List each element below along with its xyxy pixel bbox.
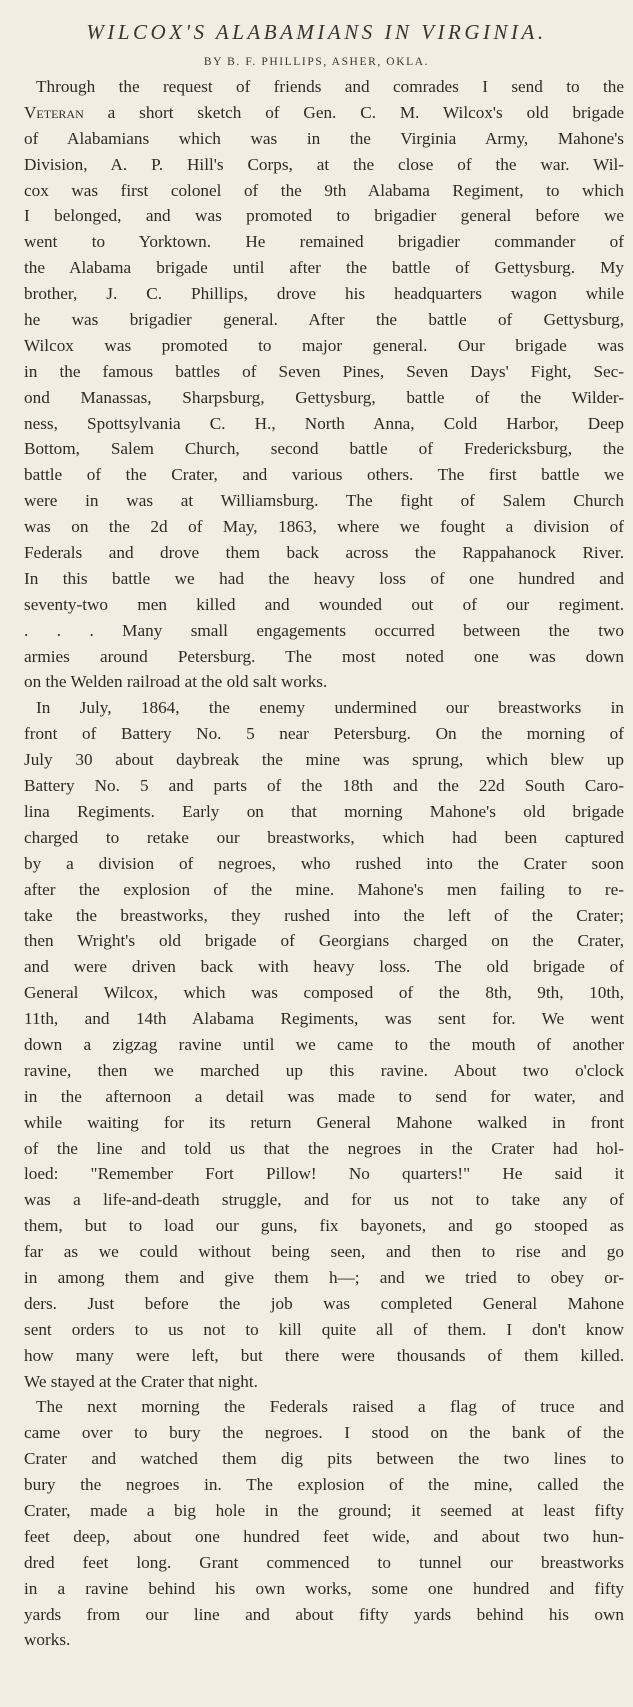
text-line: Veteran a short sketch of Gen. C. M. Wilcox's old brigade xyxy=(24,102,624,122)
text-line: sent orders to us not to kill quite all of them. I don't know xyxy=(24,1319,624,1339)
text-line: Wilcox was promoted to major general. Our brigade was xyxy=(24,335,624,355)
text-line: came over to bury the negroes. I stood on the bank of the xyxy=(24,1423,624,1443)
text-line: take the breastworks, they rushed into the left of the Crater; xyxy=(24,905,624,925)
text-line: ders. Just before the job was completed General Mahone xyxy=(24,1293,624,1313)
text-line: battle of the Crater, and various others. The first battle we xyxy=(24,465,624,485)
text-line: of the line and told us that the negroes in the Crater had hol- xyxy=(24,1138,624,1158)
text-line: while waiting for its return General Mahone walked in front xyxy=(24,1112,624,1132)
text-line: Crater and watched them dig pits between the two lines to xyxy=(24,1449,624,1469)
text-line: Division, A. P. Hill's Corps, at the close of the war. Wil- xyxy=(24,154,624,174)
text-line: ond Manassas, Sharpsburg, Gettysburg, battle of the Wilder- xyxy=(24,387,624,407)
text-line: Bottom, Salem Church, second battle of Fredericksburg, the xyxy=(24,439,624,459)
article-body xyxy=(24,74,624,1653)
text-line: them, but to load our guns, fix bayonets, and go stooped as xyxy=(24,1216,624,1236)
text-line: by a division of negroes, who rushed into the Crater soon xyxy=(24,853,624,873)
text-line: Federals and drove them back across the Rappahanock River. xyxy=(24,543,624,563)
text-line: was on the 2d of May, 1863, where we fought a division of xyxy=(24,517,624,537)
text-line: down a zigzag ravine until we came to the mouth of another xyxy=(24,1034,624,1054)
text-line: far as we could without being seen, and then to rise and go xyxy=(24,1242,624,1262)
text-line: after the explosion of the mine. Mahone's men failing to re- xyxy=(24,879,624,899)
text-line: the Alabama brigade until after the battle of Gettysburg. My xyxy=(24,258,624,278)
text-line: 11th, and 14th Alabama Regiments, was sent for. We went xyxy=(24,1009,624,1029)
article-byline: BY B. F. PHILLIPS, ASHER, OKLA. xyxy=(203,56,430,68)
text-line: In this battle we had the heavy loss of one hundred and xyxy=(24,568,624,588)
text-line: ravine, then we marched up this ravine. About two o'clock xyxy=(24,1060,624,1080)
text-line: July 30 about daybreak the mine was sprung, which blew up xyxy=(24,750,624,770)
text-line: charged to retake our breastworks, which had been captured xyxy=(24,827,624,847)
text-line: . . . Many small engagements occurred between the two xyxy=(24,620,624,640)
text-line: in the afternoon a detail was made to send for water, and xyxy=(24,1086,624,1106)
text-line: Battery No. 5 and parts of the 18th and the 22d South Caro- xyxy=(24,776,624,796)
text-line: of Alabamians which was in the Virginia Army, Mahone's xyxy=(24,128,624,148)
text-line: ness, Spottsylvania C. H., North Anna, Cold Harbor, Deep xyxy=(24,413,624,433)
text-line: was a life-and-death struggle, and for us not to take any of xyxy=(24,1190,624,1210)
text-line: went to Yorktown. He remained brigadier commander of xyxy=(24,232,624,252)
text-line: how many were left, but there were thousands of them killed. xyxy=(24,1345,624,1365)
text-line: Through the request of friends and comrades I send to the xyxy=(36,77,624,96)
text-line: Crater, made a big hole in the ground; it seemed at least fifty xyxy=(24,1500,624,1520)
text-line: General Wilcox, which was composed of the 8th, 9th, 10th, xyxy=(24,983,624,1003)
text-line: yards from our line and about fifty yards behind his own xyxy=(24,1604,624,1624)
text-line: The next morning the Federals raised a flag of truce and xyxy=(36,1397,624,1417)
text-line: loed: "Remember Fort Pillow! No quarters!" He said it xyxy=(24,1164,624,1184)
text-line: lina Regiments. Early on that morning Mahone's old brigade xyxy=(24,801,624,821)
text-line: then Wright's old brigade of Georgians charged on the Crater, xyxy=(24,931,624,951)
text-line: seventy-two men killed and wounded out of our regiment. xyxy=(24,594,624,614)
text-line: armies around Petersburg. The most noted one was down xyxy=(24,646,624,666)
text-line: bury the negroes in. The explosion of the mine, called the xyxy=(24,1475,624,1495)
text-line: In July, 1864, the enemy undermined our breastworks in xyxy=(36,698,624,718)
text-line: in a ravine behind his own works, some one hundred and fifty xyxy=(24,1578,624,1598)
text-line: front of Battery No. 5 near Petersburg. On the morning of xyxy=(24,724,624,744)
text-line: dred feet long. Grant commenced to tunnel our breastworks xyxy=(24,1552,624,1572)
text-line: We stayed at the Crater that night. xyxy=(24,1371,258,1391)
article-title: WILCOX'S ALABAMIANS IN VIRGINIA. xyxy=(86,20,547,44)
text-line: and were driven back with heavy loss. The old brigade of xyxy=(24,957,624,977)
text-line: feet deep, about one hundred feet wide, and about two hun- xyxy=(24,1526,624,1546)
text-line: in among them and give them h—; and we tried to obey or- xyxy=(24,1267,624,1287)
text-line: were in was at Williamsburg. The fight of Salem Church xyxy=(24,491,624,511)
text-line: in the famous battles of Seven Pines, Seven Days' Fight, Sec- xyxy=(24,361,624,381)
text-line: cox was first colonel of the 9th Alabama Regiment, to which xyxy=(24,180,624,200)
text-line: I belonged, and was promoted to brigadier general before we xyxy=(24,206,624,226)
text-line: he was brigadier general. After the battle of Gettysburg, xyxy=(24,310,624,330)
text-line: brother, J. C. Phillips, drove his headquarters wagon while xyxy=(24,284,624,304)
text-line: on the Welden railroad at the old salt works. xyxy=(24,672,328,692)
text-line: works. xyxy=(24,1630,71,1650)
